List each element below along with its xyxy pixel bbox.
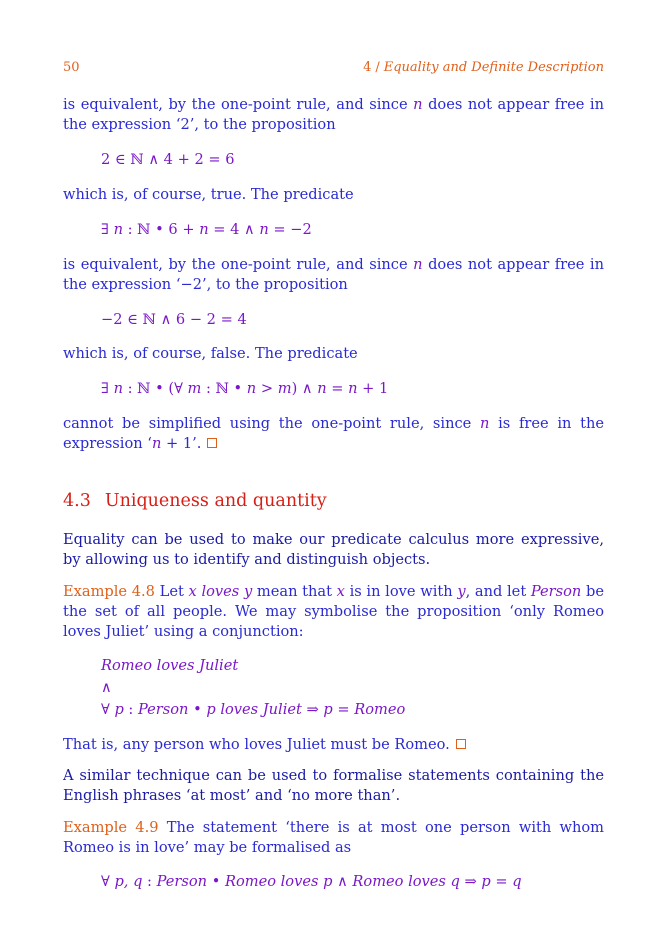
end-of-example-square-icon	[456, 739, 466, 749]
formula-2-in-nat: 2 ∈ ℕ ∧ 4 + 2 = 6	[101, 151, 235, 168]
paragraph-equality-expressive: Equality can be used to make our predicate calculus more expressive, by allowing us to identify and distinguish objects.	[63, 531, 604, 568]
formula-exists-n-eq-minus-2: ∃ n : ℕ • 6 + n = 4 ∧ n = −2	[101, 221, 312, 238]
running-header	[363, 60, 604, 75]
formula-exists-n-forall-m: ∃ n : ℕ • (∀ m : ℕ • n > m) ∧ n = n + 1	[101, 380, 389, 397]
chapter-number: 4	[363, 60, 372, 75]
formula-at-most-one: ∀ p, q : Person • Romeo loves p ∧ Romeo loves q ⇒ p = q	[101, 873, 522, 890]
section-number: 4.3	[63, 491, 91, 511]
paragraph-one-point-2: is equivalent, by the one-point rule, and since n does not appear free in the expression ‘2’, to the proposition	[63, 96, 604, 133]
formula-forall-p-loves-juliet: ∀ p : Person • p loves Juliet ⇒ p = Romeo	[101, 701, 406, 718]
paragraph-false: which is, of course, false. The predicate	[63, 345, 358, 362]
end-of-proof-square-icon	[207, 438, 217, 448]
section-title: Uniqueness and quantity	[104, 491, 327, 511]
paragraph-must-be-romeo: That is, any person who loves Juliet must be Romeo.	[63, 735, 604, 755]
paragraph-similar-technique: A similar technique can be used to formalise statements containing the English phrases ‘at most’ and ‘no more than’.	[63, 767, 604, 804]
paragraph-one-point-minus2: is equivalent, by the one-point rule, and since n does not appear free in the expression ‘−2’, to the proposition	[63, 256, 604, 293]
formula-conjunction: ∧	[101, 679, 112, 696]
paragraph-true: which is, of course, true. The predicate	[63, 186, 354, 203]
section-heading	[63, 491, 327, 511]
paragraph-cannot-simplify: cannot be simplified using the one-point rule, since n is free in the expression ‘n + 1’.	[63, 415, 604, 452]
example-label: Example 4.8	[63, 583, 155, 600]
example-4-9: Example 4.9 The statement ‘there is at most one person with whom Romeo is in love’ may be formalised as	[63, 819, 604, 856]
formula-minus2-in-nat: −2 ∈ ℕ ∧ 6 − 2 = 4	[101, 311, 247, 328]
example-4-8: Example 4.8 Let x loves y mean that x is in love with y, and let Person be the set of all people. We may symbolise the proposition ‘only Romeo loves Juliet’ using a conjunction:	[63, 583, 604, 640]
formula-romeo-loves-juliet: Romeo loves Juliet	[101, 657, 239, 674]
header-separator: /	[375, 60, 380, 75]
page-number: 50	[63, 60, 80, 75]
chapter-title: Equality and Definite Description	[383, 60, 604, 75]
example-label: Example 4.9	[63, 819, 159, 836]
